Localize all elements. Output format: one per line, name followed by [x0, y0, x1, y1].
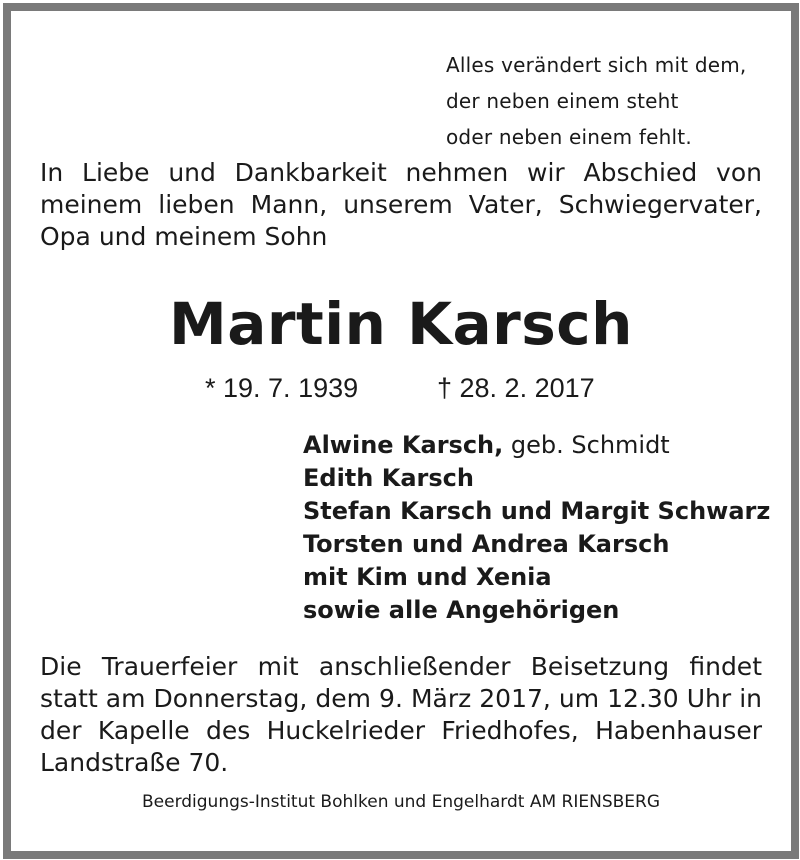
- obituary-content: [11, 11, 791, 851]
- mourner-line: sowie alle Angehörigen: [303, 596, 620, 624]
- obituary-frame: [3, 3, 799, 859]
- quote-line: oder neben einem fehlt.: [446, 125, 692, 149]
- mourner-line: Edith Karsch: [303, 464, 474, 492]
- birth-date: * 19. 7. 1939: [205, 373, 359, 403]
- undertaker-line: Beerdigungs-Institut Bohlken und Engelhardt AM RIENSBERG: [141, 792, 661, 812]
- mourner-maiden-name: geb. Schmidt: [503, 431, 670, 459]
- mourner-line: mit Kim und Xenia: [303, 563, 552, 591]
- death-date: † 28. 2. 2017: [437, 373, 595, 403]
- quote-block: [446, 47, 746, 155]
- mourner-line: [303, 429, 770, 462]
- quote-line: Alles verändert sich mit dem,: [446, 53, 747, 77]
- mourner-name: Alwine Karsch,: [303, 431, 504, 459]
- deceased-name: Martin Karsch: [169, 290, 633, 358]
- funeral-details: Die Trauerfeier mit anschließender Beisetzung findet statt am Donnerstag, dem 9. März 2017, um 12.30 Uhr in der Kapelle des Huckelrieder Friedhofes, Habenhauser Landstraße 70.: [40, 652, 762, 777]
- intro-text: In Liebe und Dankbarkeit nehmen wir Abschied von meinem lieben Mann, unserem Vater, Schwiegervater, Opa und meinem Sohn: [40, 158, 762, 251]
- quote-line: der neben einem steht: [446, 89, 679, 113]
- mourner-line: Stefan Karsch und Margit Schwarz: [303, 497, 771, 525]
- mourner-line: Torsten und Andrea Karsch: [303, 530, 670, 558]
- mourners-list: [303, 429, 770, 627]
